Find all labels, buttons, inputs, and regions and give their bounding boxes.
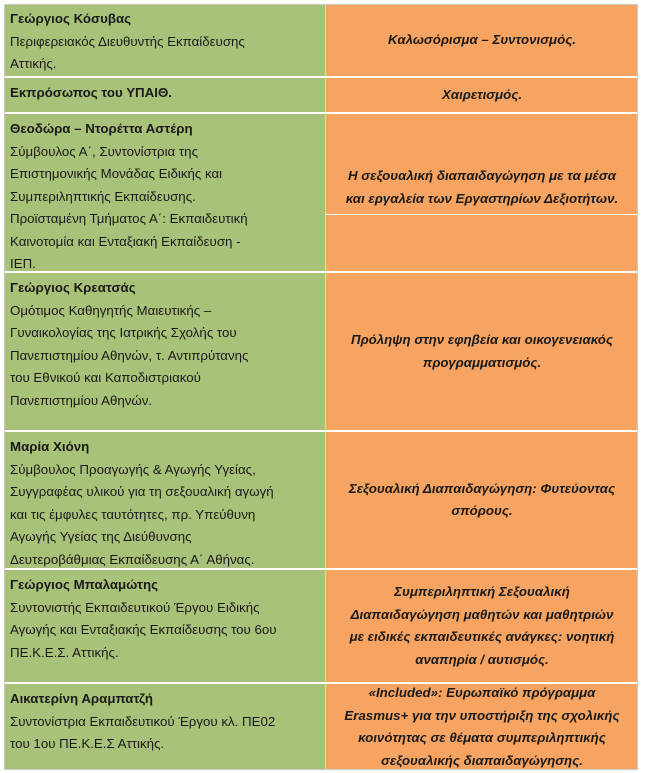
speaker-name: Γεώργιος Κόσυβας [10, 11, 132, 26]
speaker-role: Ομότιμος Καθηγητής Μαιευτικής – Γυναικολογίας της Ιατρικής Σχολής του Πανεπιστημίου Αθηνών, τ. Αντιπρύτανης του Εθνικού και Καποδιστριακού Πανεπιστημίου Αθηνών. [10, 302, 249, 408]
speaker-role: Περιφερειακός Διευθυντής Εκπαίδευσης Αττικής. [10, 33, 245, 71]
topic-text: Η σεξουαλική διαπαιδαγώγηση με τα μέσα και εργαλεία των Εργαστηρίων Δεξιοτήτων. [345, 168, 619, 206]
speaker-cell [4, 273, 326, 430]
speaker-name: Γεώργιος Μπαλαμώτης [10, 577, 159, 592]
speaker-cell [4, 432, 326, 568]
speaker-name: Θεοδώρα – Ντορέττα Αστέρη [10, 121, 193, 136]
speaker-cell [4, 78, 326, 112]
speaker-role: Σύμβουλος Προαγωγής & Αγωγής Υγείας, Συγγραφέας υλικού για τη σεξουαλική αγωγή και τις έμφυλες ταυτότητες, πρ. Υπεύθυνη Αγωγής Υγείας της Διεύθυνσης Δευτεροβάθμιας Εκπαίδευσης Α΄ Αθήνας. [10, 461, 274, 567]
topic-cell [326, 78, 638, 112]
speaker-role: Συντονιστής Εκπαιδευτικού Έργου Ειδικής Αγωγής και Ενταξιακής Εκπαίδευσης του 6ου ΠΕ.Κ.Ε.Σ. Αττικής. [10, 599, 277, 660]
topic-cell [326, 432, 638, 568]
topic-cell [326, 114, 638, 271]
cell-divider [326, 214, 638, 215]
speaker-role: Συντονίστρια Εκπαιδευτικού Έργου κλ. ΠΕ02 του 1ου ΠΕ.Κ.Ε.Σ Αττικής. [10, 713, 276, 751]
topic-text: «Included»: Ευρωπαϊκό πρόγραμμα Erasmus+ για την υποστήριξη της σχολικής κοινότητας σε θέματα συμπεριληπτικής σεξουαλικής διαπαιδαγώγησης. [344, 685, 620, 768]
topic-cell [326, 4, 638, 76]
speaker-role: Σύμβουλος Α΄, Συντονίστρια της Επιστημονικής Μονάδας Ειδικής και Συμπεριληπτικής Εκπαίδευσης. Προϊσταμένη Τμήματος Α΄: Εκπαιδευτική Καινοτομία και Ενταξιακή Εκπαίδευση - ΙΕΠ. [10, 143, 248, 271]
program-table [4, 4, 638, 770]
speaker-cell [4, 684, 326, 770]
topic-text: Καλωσόρισμα – Συντονισμός. [388, 31, 576, 47]
topic-text: Συμπεριληπτική Σεξουαλική Διαπαιδαγώγηση μαθητών και μαθητριών με ειδικές εκπαιδευτικές ανάγκες: νοητική αναπηρία / αυτισμός. [349, 584, 615, 667]
topic-cell [326, 273, 638, 430]
speaker-name: Γεώργιος Κρεατσάς [10, 280, 136, 295]
topic-cell [326, 684, 638, 770]
speaker-cell [4, 114, 326, 271]
topic-cell [326, 570, 638, 682]
speaker-name: Εκπρόσωπος του ΥΠΑΙΘ. [10, 85, 172, 100]
topic-text: Χαιρετισμός. [441, 86, 523, 102]
topic-text: Πρόληψη στην εφηβεία και οικογενειακός προγραμματισμός. [351, 332, 613, 370]
speaker-name: Αικατερίνη Αραμπατζή [10, 691, 153, 706]
speaker-cell [4, 4, 326, 76]
speaker-name: Μαρία Χιόνη [10, 439, 90, 454]
topic-text: Σεξουαλική Διαπαιδαγώγηση: Φυτεύοντας σπόρους. [348, 480, 616, 518]
speaker-cell [4, 570, 326, 682]
